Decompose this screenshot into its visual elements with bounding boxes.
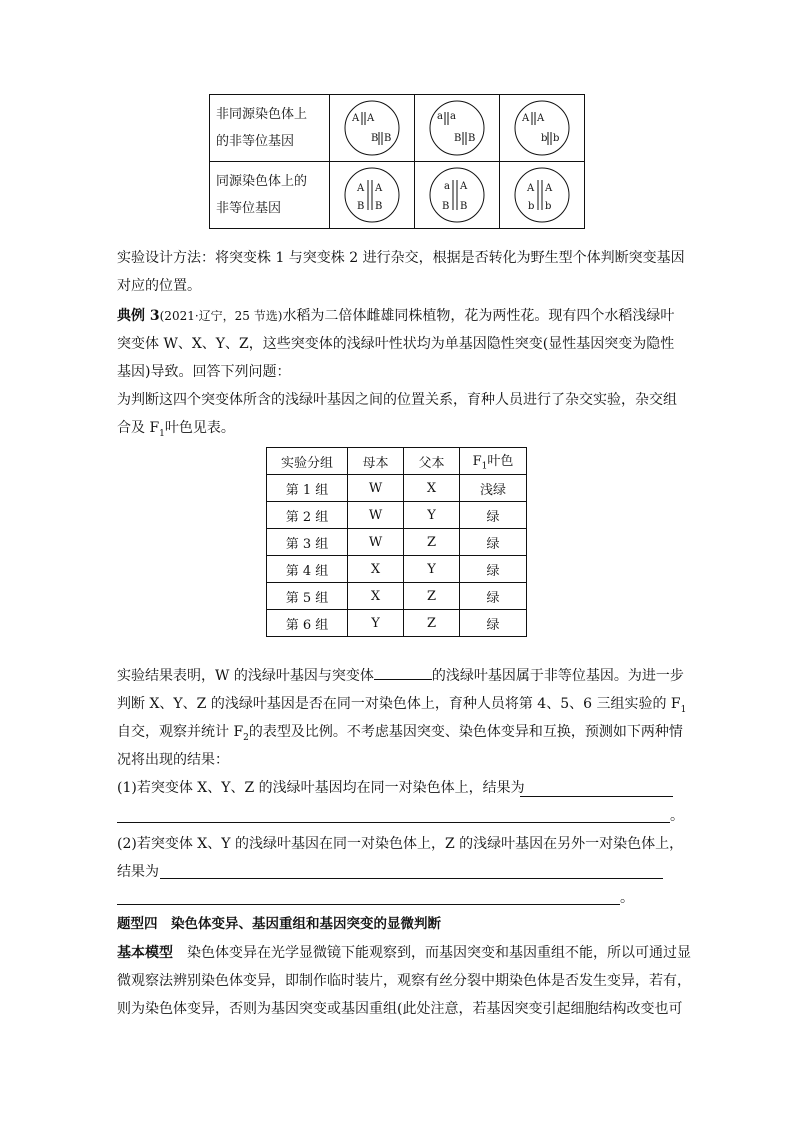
- gene-position-table: [209, 94, 585, 229]
- model-heading: 基本模型: [117, 945, 173, 961]
- chromosome-diagram: [330, 95, 415, 162]
- svg-text:b: b: [553, 133, 560, 144]
- section-heading: 题型四 染色体变异、基因重组和基因突变的显微判断: [117, 916, 441, 932]
- svg-text:B: B: [371, 133, 379, 144]
- svg-text:B: B: [357, 201, 365, 212]
- svg-text:B: B: [384, 133, 392, 144]
- question-2-end: 。: [620, 890, 634, 906]
- model-line-3: 则为染色体变异，否则为基因突变或基因重组(此处注意，若基因突变引起细胞结构改变也可: [117, 1001, 683, 1017]
- answer-line[interactable]: [160, 878, 663, 879]
- answer-blank[interactable]: [374, 665, 432, 680]
- svg-text:a: a: [437, 111, 443, 122]
- svg-text:b: b: [541, 133, 548, 144]
- svg-text:B: B: [460, 201, 468, 212]
- chromosome-diagram: [500, 95, 585, 162]
- chromosome-diagram: [415, 162, 500, 229]
- svg-text:B: B: [375, 201, 383, 212]
- question-1: (1)若突变体 X、Y、Z 的浅绿叶基因均在同一对染色体上，结果为: [117, 780, 525, 796]
- method-line-1: 实验设计方法：将突变株 1 与突变株 2 进行杂交，根据是否转化为野生型个体判断突变基因: [117, 250, 685, 266]
- table-row: 第 1 组 W X 浅绿: [267, 475, 527, 502]
- example-line-5: 合及 $F_1$叶色见表。: [117, 420, 235, 439]
- example-line-1: 典例 3(2021·辽宁，25 节选)水稻为二倍体雌雄同株植物，花为两性花。现有四个水稻浅绿叶: [117, 308, 675, 324]
- svg-text:a: a: [450, 111, 456, 122]
- answer-line[interactable]: [117, 904, 620, 905]
- table-row: 第 5 组 X Z 绿: [267, 583, 527, 610]
- table-row: 第 4 组 X Y 绿: [267, 556, 527, 583]
- question-1-end: 。: [670, 808, 684, 824]
- model-line-2: 微观察法辨别染色体变异，即制作临时装片，观察有丝分裂中期染色体是否发生变异，若有，: [117, 973, 691, 989]
- table-row: 第 2 组 W Y 绿: [267, 502, 527, 529]
- svg-text:A: A: [545, 183, 553, 194]
- column-header: 母本: [348, 448, 404, 475]
- result-line-2: 判断 X、Y、Z 的浅绿叶基因是否在同一对染色体上，育种人员将第 4、5、6 三组实验的 $F_1$: [117, 696, 687, 715]
- chromosome-diagram: [500, 162, 585, 229]
- svg-text:B: B: [454, 133, 462, 144]
- svg-text:A: A: [357, 183, 365, 194]
- column-header: $F_1$叶色: [460, 448, 527, 475]
- svg-text:b: b: [545, 201, 552, 212]
- column-header: 父本: [404, 448, 460, 475]
- svg-text:A: A: [527, 183, 535, 194]
- svg-text:A: A: [537, 113, 545, 124]
- svg-text:B: B: [468, 133, 476, 144]
- example-line-4: 为判断这四个突变体所含的浅绿叶基因之间的位置关系，育种人员进行了杂交实验，杂交组: [117, 392, 677, 408]
- svg-text:B: B: [442, 201, 450, 212]
- result-line-3: 自交，观察并统计 $F_2$的表型及比例。不考虑基因突变、染色体变异和互换，预测如下两种情: [117, 724, 683, 743]
- table-row: 第 6 组 Y Z 绿: [267, 610, 527, 637]
- question-2-cont: 结果为: [117, 864, 159, 880]
- experiment-table: [266, 447, 527, 637]
- svg-text:A: A: [460, 181, 468, 192]
- result-line-4: 况将出现的结果：: [117, 752, 229, 768]
- answer-line[interactable]: [520, 796, 673, 797]
- method-line-2: 对应的位置。: [117, 278, 201, 294]
- table-row: 第 3 组 W Z 绿: [267, 529, 527, 556]
- svg-text:A: A: [352, 113, 360, 124]
- example-line-3: 基因)导致。回答下列问题：: [117, 364, 291, 380]
- svg-text:A: A: [375, 183, 383, 194]
- example-source: (2021·辽宁，25 节选): [159, 309, 283, 323]
- svg-text:A: A: [367, 113, 375, 124]
- model-line-1: 基本模型 染色体变异在光学显微镜下能观察到，而基因突变和基因重组不能，所以可通过显: [117, 945, 691, 961]
- question-2: (2)若突变体 X、Y 的浅绿叶基因在同一对染色体上，Z 的浅绿叶基因在另外一对染色体上，: [117, 836, 684, 852]
- row-label: 非同源染色体上 的非等位基因: [210, 95, 330, 162]
- table-header-row: [267, 448, 527, 475]
- chromosome-diagram: [415, 95, 500, 162]
- chromosome-diagram: [330, 162, 415, 229]
- result-line-1: 实验结果表明，W 的浅绿叶基因与突变体 的浅绿叶基因属于非等位基因。为进一步: [117, 662, 684, 690]
- svg-text:a: a: [444, 181, 450, 192]
- example-line-2: 突变体 W、X、Y、Z，这些突变体的浅绿叶性状均为单基因隐性突变(显性基因突变为隐性: [117, 336, 675, 352]
- column-header: 实验分组: [267, 448, 348, 475]
- example-heading: 典例 3: [117, 308, 160, 324]
- svg-text:b: b: [528, 201, 535, 212]
- gene-table-row: [210, 95, 585, 162]
- svg-text:A: A: [522, 113, 530, 124]
- row-label: 同源染色体上的 非等位基因: [210, 162, 330, 229]
- answer-line[interactable]: [117, 822, 670, 823]
- gene-table-row: [210, 162, 585, 229]
